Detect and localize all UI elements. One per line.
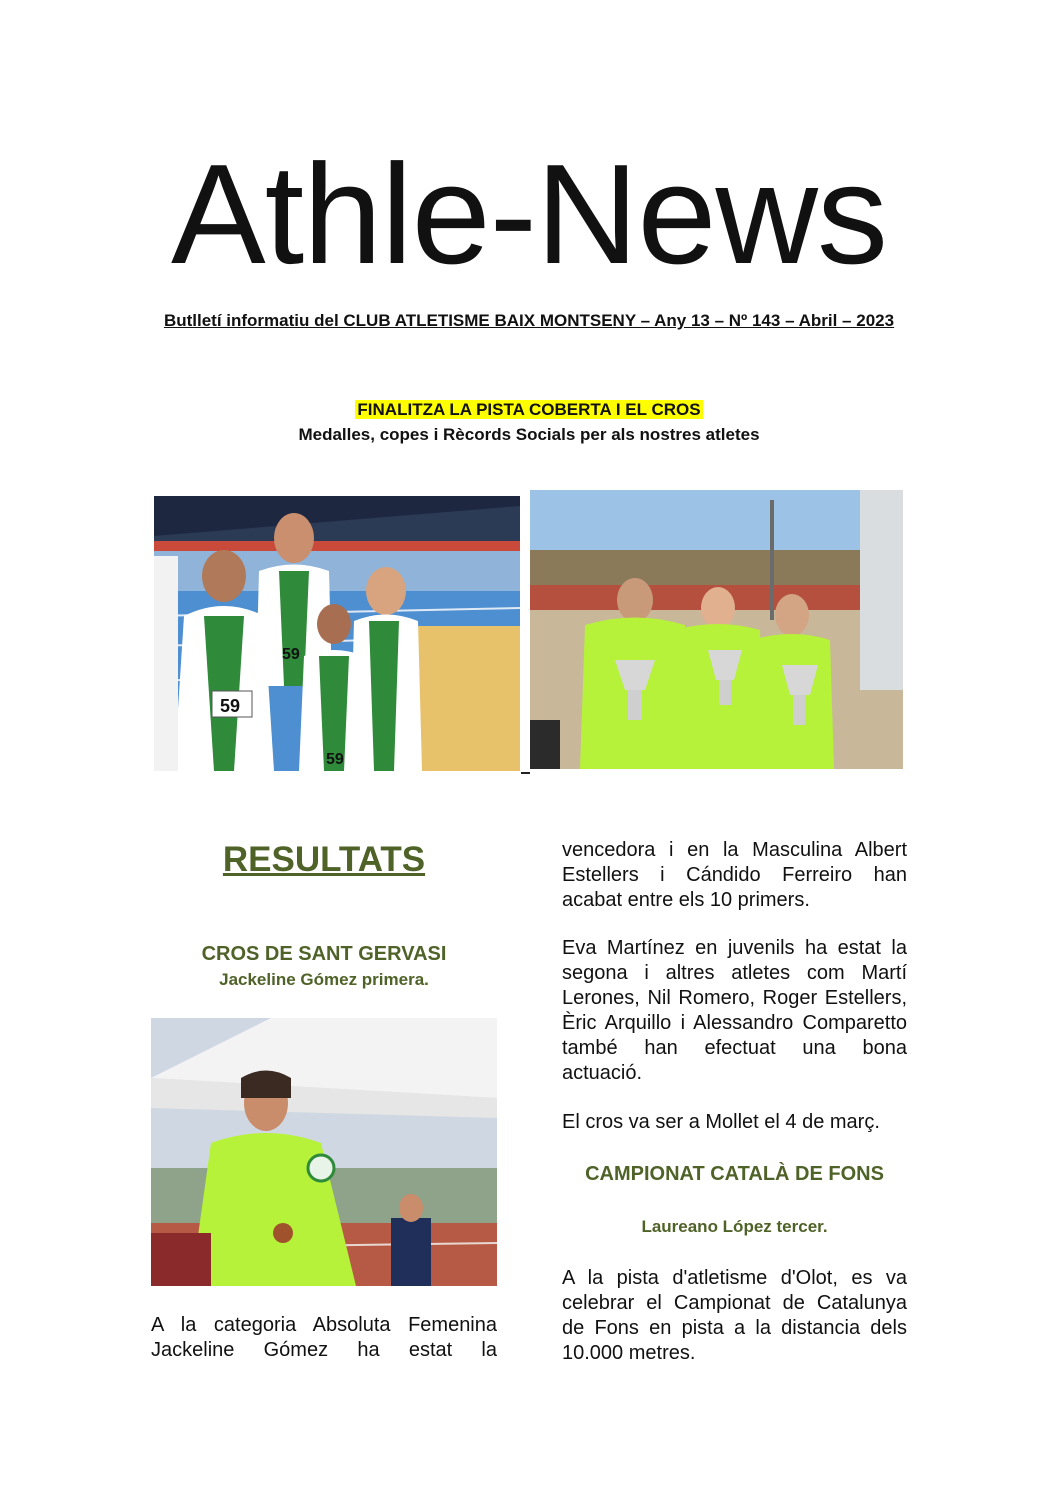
lead-headline: FINALITZA LA PISTA COBERTA I EL CROS xyxy=(357,400,701,419)
divider-mark xyxy=(521,763,530,774)
photo-indoor-medalists xyxy=(154,496,520,771)
results-section-title: RESULTATS xyxy=(222,840,426,879)
cros-paragraph-continued: vencedora i en la Masculina Albert Estellers i Cándido Ferreiro han acabat entre els 10 primers. xyxy=(562,839,907,911)
bib-number: 59 xyxy=(282,646,300,663)
photo-outdoor-trophies xyxy=(530,490,903,769)
fons-title: CAMPIONAT CATALÀ DE FONS xyxy=(585,1163,884,1185)
cros-paragraph-juvenils: Eva Martínez en juvenils ha estat la segona i altres atletes com Martí Lerones, Nil Romero, Roger Estellers, Èric Arquillo i Alessandro Comparetto també han efectuat una bona actuació. xyxy=(562,937,907,1084)
cros-subtitle: Jackeline Gómez primera. xyxy=(219,970,429,989)
cros-paragraph-location: El cros va ser a Mollet el 4 de març. xyxy=(562,1111,880,1133)
cros-title: CROS DE SANT GERVASI xyxy=(201,943,447,965)
fons-subtitle: Laureano López tercer. xyxy=(641,1217,828,1236)
lead-headline-wrap xyxy=(0,400,1058,420)
masthead-title: Athle-News xyxy=(170,135,888,294)
masthead-subtitle: Butlletí informatiu del CLUB ATLETISME BAIX MONTSENY – Any 13 – Nº 143 – Abril – 2023 xyxy=(163,311,895,330)
fons-paragraph: A la pista d'atletisme d'Olot, es va celebrar el Campionat de Catalunya de Fons en pista a la distancia dels 10.000 metres. xyxy=(562,1267,907,1364)
bib-number: 59 xyxy=(326,751,344,768)
photo-podium-winner xyxy=(151,1018,497,1286)
bib-number: 59 xyxy=(220,696,241,716)
cros-paragraph-left: A la categoria Absoluta Femenina Jackeline Gómez ha estat la xyxy=(151,1314,497,1361)
lead-subheadline: Medalles, copes i Rècords Socials per als nostres atletes xyxy=(298,425,760,444)
